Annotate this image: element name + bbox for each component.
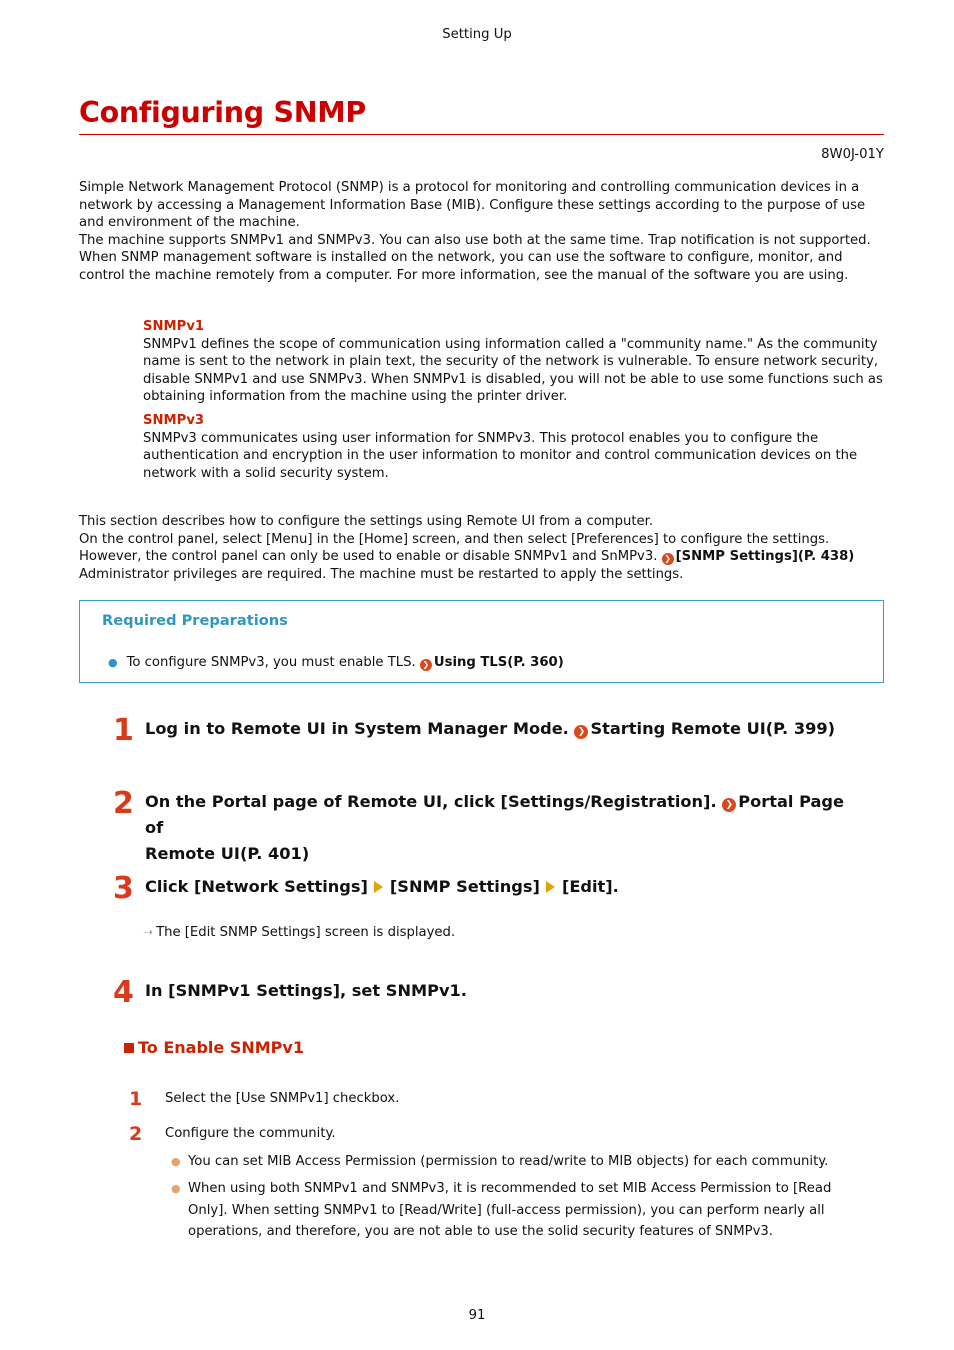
page-title: Configuring SNMP xyxy=(79,96,366,129)
section-intro-line: On the control panel, select [Menu] in the [Home] screen, and then select [Preferences] to configure the settings. xyxy=(79,531,830,547)
step-number: 1 xyxy=(113,713,134,748)
preparation-text: To configure SNMPv3, you must enable TLS. xyxy=(126,655,416,670)
document-id: 8W0J-01Y xyxy=(821,147,884,162)
square-bullet-icon xyxy=(124,1043,134,1053)
title-divider xyxy=(79,134,884,135)
definition-text: SNMPv1 defines the scope of communication using information called a "community name." As the community name is sent to the network in plain text, the security of the network is vulnerable. To ensure network security, disable SNMPv1 and use SNMPv3. When SNMPv1 is disabled, you will not be able to use some functions such as obtaining information from the machine using the printer driver. xyxy=(143,336,883,404)
step-3-text xyxy=(145,874,865,900)
subsection-heading xyxy=(124,1037,304,1059)
section-intro-text: However, the control panel can only be used to enable or disable SNMPv1 and SnMPv3. xyxy=(79,549,658,564)
result-text: The [Edit SNMP Settings] screen is displayed. xyxy=(156,925,456,940)
result-arrow-icon: ➝ xyxy=(143,925,154,939)
portal-page-link[interactable]: Portal Page of xyxy=(145,792,844,837)
required-preparations-title: Required Preparations xyxy=(102,612,288,629)
step-4-text: In [SNMPv1 Settings], set SNMPv1. xyxy=(145,981,467,1000)
step-number: 4 xyxy=(113,975,134,1010)
definition-term: SNMPv1 xyxy=(143,319,205,334)
step-3-result xyxy=(143,924,455,942)
substep-number: 1 xyxy=(129,1088,143,1110)
step-2-text xyxy=(145,789,865,867)
using-tls-link[interactable]: Using TLS(P. 360) xyxy=(433,655,564,670)
step-number: 2 xyxy=(113,786,134,821)
link-arrow-icon: ❯ xyxy=(420,659,432,671)
bullet-icon: ● xyxy=(171,1155,181,1168)
preparation-item xyxy=(108,654,564,672)
section-intro xyxy=(79,513,887,583)
bullet-icon: ● xyxy=(108,656,118,669)
substep-text: Select the [Use SNMPv1] checkbox. xyxy=(165,1091,400,1106)
intro-paragraph: When SNMP management software is installed on the network, you can use the software to configure, monitor, and control the machine remotely from a computer. For more information, see the manual of the software you are using. xyxy=(79,250,849,283)
step-instruction-part: [SNMP Settings] xyxy=(389,877,540,896)
substep-text: Configure the community. xyxy=(165,1126,336,1141)
substep-number: 2 xyxy=(129,1123,143,1145)
step-instruction-part: [Edit]. xyxy=(561,877,619,896)
snmp-settings-link[interactable]: [SNMP Settings](P. 438) xyxy=(675,549,855,564)
arrow-right-icon xyxy=(546,881,555,893)
intro-text xyxy=(79,179,887,284)
bullet-text: You can set MIB Access Permission (permission to read/write to MIB objects) for each community. xyxy=(188,1154,829,1169)
intro-paragraph: Simple Network Management Protocol (SNMP) is a protocol for monitoring and controlling communication devices in a network by accessing a Management Information Base (MIB). Configure these settings according to the purpose of use and environment of the machine. xyxy=(79,180,866,230)
bullet-icon: ● xyxy=(171,1182,181,1195)
starting-remote-ui-link[interactable]: Starting Remote UI(P. 399) xyxy=(590,719,836,738)
subsection-title: To Enable SNMPv1 xyxy=(138,1038,304,1057)
page-number: 91 xyxy=(468,1308,486,1323)
section-intro-line xyxy=(79,548,887,566)
step-instruction-part: Click [Network Settings] xyxy=(145,877,368,896)
running-header: Setting Up xyxy=(442,27,512,42)
link-arrow-icon: ❯ xyxy=(574,725,588,739)
definition-term: SNMPv3 xyxy=(143,413,205,428)
section-intro-line: This section describes how to configure the settings using Remote UI from a computer. xyxy=(79,514,654,529)
step-instruction: On the Portal page of Remote UI, click [Settings/Registration]. xyxy=(145,792,717,811)
definition-snmpv1 xyxy=(143,318,888,406)
step-1-text xyxy=(145,716,865,742)
step-number: 3 xyxy=(113,871,134,906)
intro-paragraph: The machine supports SNMPv1 and SNMPv3. You can also use both at the same time. Trap notification is not supported. xyxy=(79,232,871,248)
section-intro-line: Administrator privileges are required. The machine must be restarted to apply the settings. xyxy=(79,566,684,582)
step-instruction: Log in to Remote UI in System Manager Mode. xyxy=(145,719,569,738)
definition-snmpv3 xyxy=(143,412,888,482)
definition-text: SNMPv3 communicates using user information for SNMPv3. This protocol enables you to configure the authentication and encryption in the user information to monitor and control communication devices on the network with a solid security system. xyxy=(143,430,858,481)
arrow-right-icon xyxy=(374,881,383,893)
portal-page-link-cont[interactable]: Remote UI(P. 401) xyxy=(145,844,310,863)
bullet-text: When using both SNMPv1 and SNMPv3, it is recommended to set MIB Access Permission to [Read Only]. When setting SNMPv1 to [Read/Write] (full-access permission), you can perform nearly all operations, and therefore, you are not able to use the solid security features of SNMPv3. xyxy=(188,1181,832,1239)
link-arrow-icon: ❯ xyxy=(722,798,736,812)
link-arrow-icon: ❯ xyxy=(662,553,674,565)
